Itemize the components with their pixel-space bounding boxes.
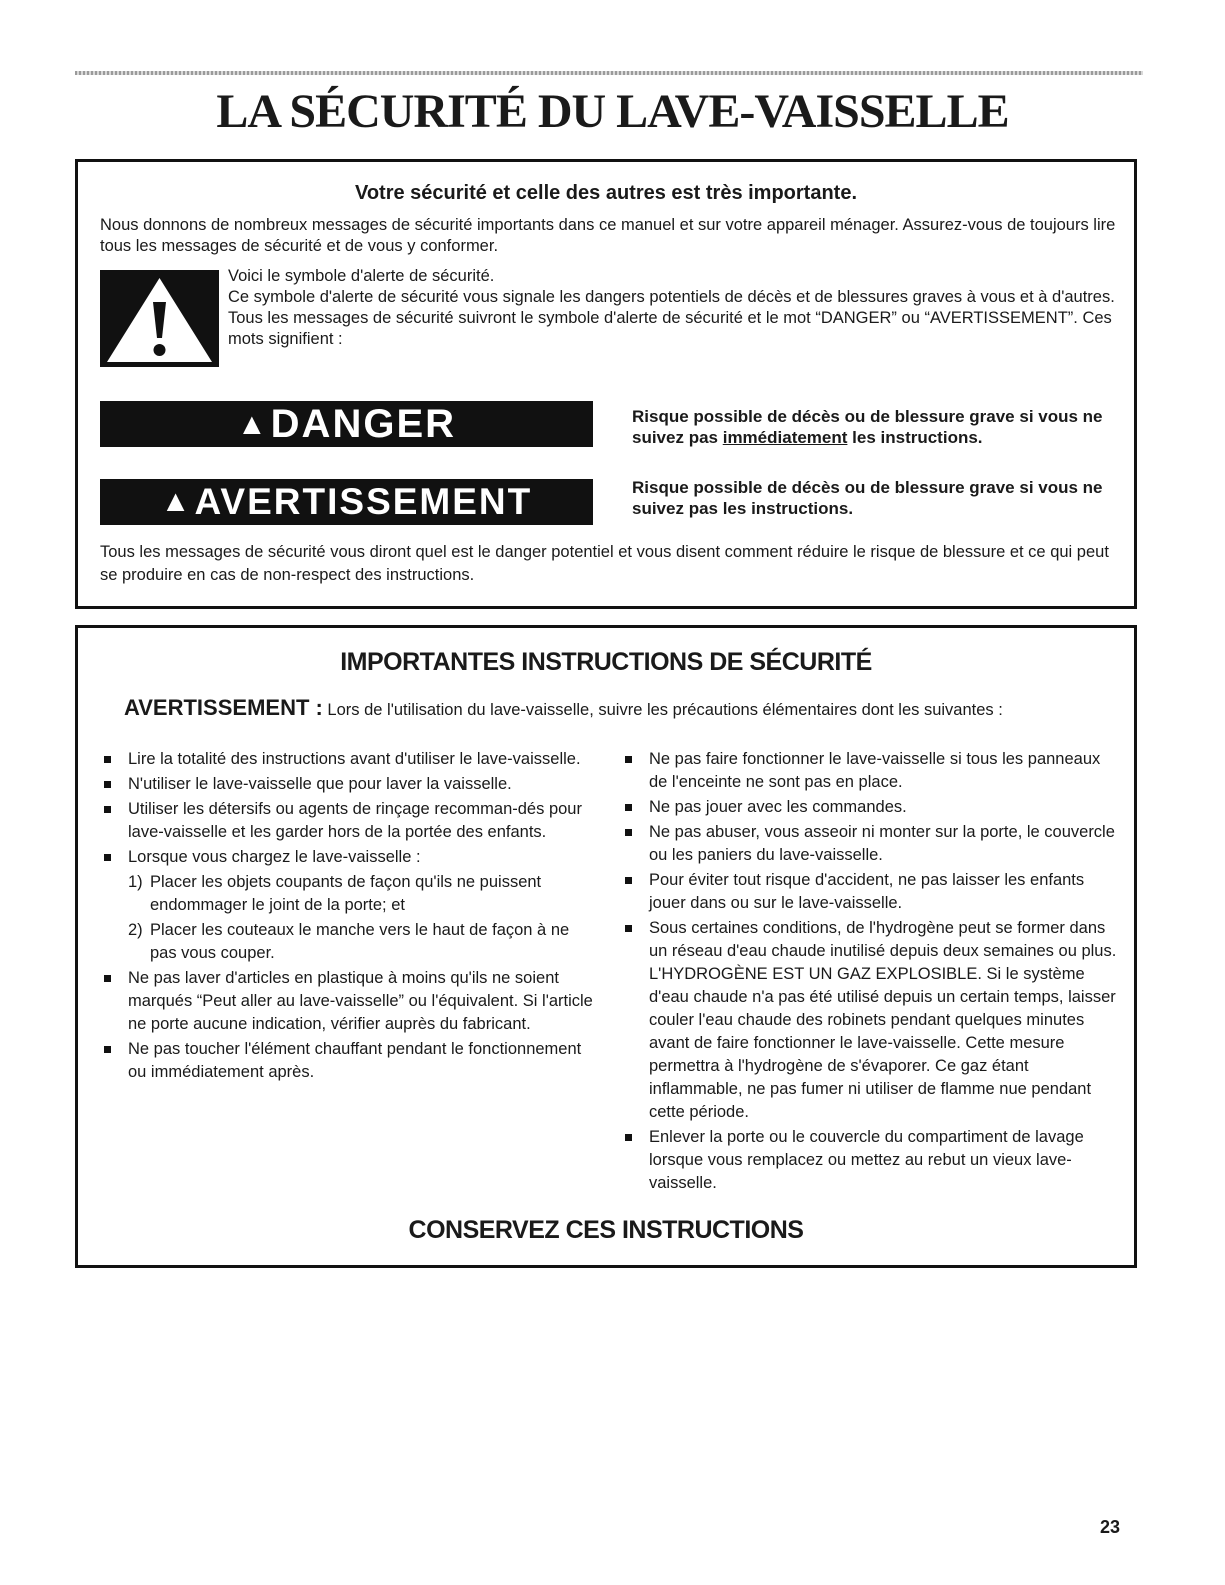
warning-intro <box>124 696 1084 722</box>
danger-description <box>632 406 1132 448</box>
list-item <box>621 748 1121 794</box>
bullet-icon <box>625 877 632 884</box>
list-item <box>621 869 1121 915</box>
list-item-text: Ne pas toucher l'élément chauffant pendant le fonctionnement ou immédiatement après. <box>128 1040 582 1081</box>
page-number: 23 <box>1100 1517 1121 1537</box>
list-item <box>100 846 600 965</box>
alert-description <box>228 266 1118 350</box>
list-item-text: Lorsque vous chargez le lave-vaisselle : <box>128 848 421 866</box>
safety-box <box>75 159 1137 609</box>
sublist-number: 2) <box>128 921 143 939</box>
sublist-item <box>128 919 600 965</box>
sublist-text: Placer les objets coupants de façon qu'ils ne puissent endommager le joint de la porte; et <box>150 873 542 914</box>
bullet-icon <box>104 756 111 763</box>
list-item <box>100 967 600 1036</box>
list-item-text: Lire la totalité des instructions avant d'utiliser le lave-vaisselle. <box>128 750 581 768</box>
bullet-icon <box>104 854 111 861</box>
list-item <box>100 1038 600 1084</box>
list-item-text: Ne pas abuser, vous asseoir ni monter sur la porte, le couvercle ou les paniers du lave-vaisselle. <box>649 823 1115 864</box>
list-item-text: Ne pas jouer avec les commandes. <box>649 798 907 816</box>
alert-line: Tous les messages de sécurité suivront le symbole d'alerte de sécurité et le mot “DANGER” ou “AVERTISSEMENT”. Ces mots signifient : <box>228 309 1112 348</box>
instructions-heading: IMPORTANTES INSTRUCTIONS DE SÉCURITÉ <box>340 648 872 676</box>
danger-desc-text-end: les instructions. <box>847 428 983 447</box>
sublist-item <box>128 871 600 917</box>
danger-label: DANGER <box>270 402 457 446</box>
alert-triangle-icon: ▲ <box>236 408 269 441</box>
warning-desc-text: Risque possible de décès ou de blessure grave si vous ne suivez pas les instructions. <box>632 478 1103 518</box>
keep-instructions-footer: CONSERVEZ CES INSTRUCTIONS <box>408 1216 804 1244</box>
bullet-icon <box>625 925 632 932</box>
warning-word: AVERTISSEMENT : <box>124 695 323 720</box>
loading-sublist <box>128 871 600 965</box>
alert-triangle-icon: ▲ <box>160 485 193 518</box>
list-item <box>621 821 1121 867</box>
instructions-box <box>75 625 1137 1268</box>
list-item-text: Enlever la porte ou le couvercle du compartiment de lavage lorsque vous remplacez ou mettez au rebut un vieux lave-vaisselle. <box>649 1128 1084 1192</box>
danger-signal-banner <box>100 401 593 447</box>
list-item-text: Ne pas laver d'articles en plastique à moins qu'ils ne soient marqués “Peut aller au lave-vaisselle” ou l'équivalent. Si l'article ne porte aucune indication, vérifier auprès du fabricant. <box>128 969 593 1033</box>
list-item <box>621 796 1121 819</box>
list-item <box>100 773 600 796</box>
danger-desc-text: Risque possible de décès ou de blessure grave si vous ne suivez pas <box>632 407 1103 447</box>
bullet-icon <box>104 781 111 788</box>
sublist-number: 1) <box>128 873 143 891</box>
alert-line: Ce symbole d'alerte de sécurité vous signale les dangers potentiels de décès et de blessures graves à vous et à d'autres. <box>228 288 1115 306</box>
list-item <box>100 748 600 771</box>
safety-intro: Nous donnons de nombreux messages de sécurité importants dans ce manuel et sur votre appareil ménager. Assurez-vous de toujours lire tous les messages de sécurité et de vous y conformer. <box>100 216 1116 255</box>
warning-description <box>632 477 1132 519</box>
danger-desc-emphasis: immédiatement <box>722 428 848 447</box>
warning-signal-banner <box>100 479 593 525</box>
bullet-icon <box>625 829 632 836</box>
warning-intro-text: Lors de l'utilisation du lave-vaisselle, suivre les précautions élémentaires dont les suivantes : <box>322 701 1003 719</box>
safety-heading: Votre sécurité et celle des autres est très importante. <box>354 182 858 204</box>
list-item <box>100 798 600 844</box>
warning-label: AVERTISSEMENT <box>194 481 533 522</box>
page-title: LA SÉCURITÉ DU LAVE-VAISSELLE <box>216 85 1009 138</box>
top-divider <box>75 71 1143 75</box>
bullet-icon <box>625 804 632 811</box>
bullet-icon <box>104 1046 111 1053</box>
list-item-text: Sous certaines conditions, de l'hydrogène peut se former dans un réseau d'eau chaude inutilisé depuis deux semaines ou plus. L'HYDROGÈNE EST UN GAZ EXPLOSIBLE. Si le système d'eau chaude n'a pas été utilisé depuis un certain temps, laisser couler l'eau chaude des robinets pendant quelques minutes avant de faire fonctionner le lave-vaisselle. Cette mesure permettra à l'hydrogène de s'évaporer. Ce gaz étant inflammable, ne pas fumer ni utiliser de flamme nue pendant cette période. <box>649 919 1117 1121</box>
bullet-icon <box>104 975 111 982</box>
sublist-text: Placer les couteaux le manche vers le haut de façon à ne pas vous couper. <box>150 921 570 962</box>
instructions-left-column <box>100 748 600 1086</box>
list-item-text: Utiliser les détersifs ou agents de rinçage recomman-dés pour lave-vaisselle et les garder hors de la portée des enfants. <box>128 800 582 841</box>
list-item-text: N'utiliser le lave-vaisselle que pour laver la vaisselle. <box>128 775 512 793</box>
instructions-right-column <box>621 748 1121 1197</box>
list-item-text: Pour éviter tout risque d'accident, ne pas laisser les enfants jouer dans ou sur le lave-vaisselle. <box>649 871 1085 912</box>
list-item-text: Ne pas faire fonctionner le lave-vaisselle si tous les panneaux de l'enceinte ne sont pas en place. <box>649 750 1101 791</box>
bullet-icon <box>625 756 632 763</box>
list-item <box>621 1126 1121 1195</box>
bullet-icon <box>104 806 111 813</box>
alert-line: Voici le symbole d'alerte de sécurité. <box>228 267 495 285</box>
safety-outro: Tous les messages de sécurité vous diront quel est le danger potentiel et vous disent comment réduire le risque de blessure et ce qui peut se produire en cas de non-respect des instructions. <box>100 543 1109 584</box>
warning-triangle-icon <box>100 270 219 367</box>
bullet-icon <box>625 1134 632 1141</box>
list-item <box>621 917 1121 1124</box>
